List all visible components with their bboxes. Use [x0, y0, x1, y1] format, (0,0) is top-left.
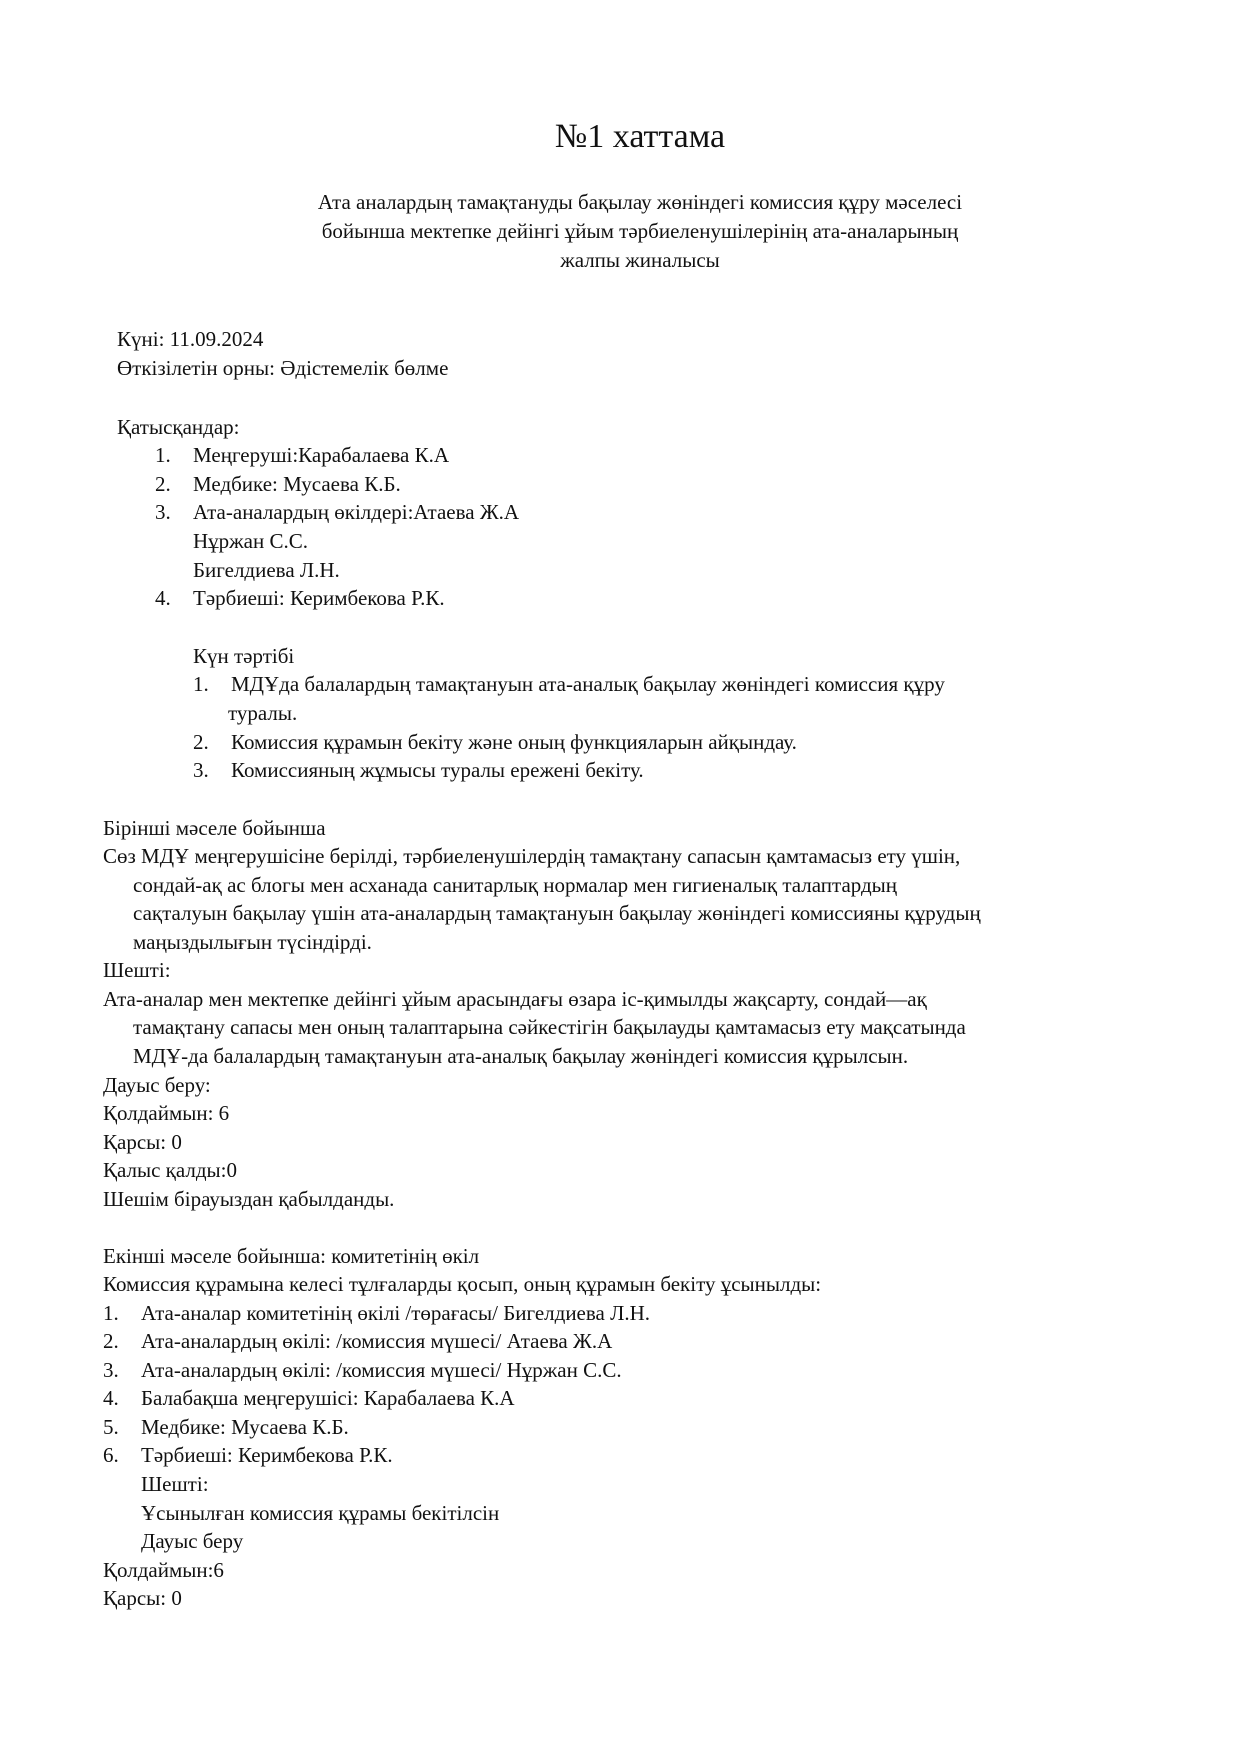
document-title: №1 хаттама — [554, 118, 726, 155]
participant-item — [155, 527, 308, 556]
agenda-text: туралы. — [228, 701, 298, 725]
participant-item — [155, 470, 401, 499]
issue2-vote-label: Дауыс беру — [141, 1529, 244, 1553]
member-text: Ата-аналардың өкілі: /комиссия мүшесі/ Нұржан С.С. — [141, 1358, 622, 1382]
issue2-member — [103, 1384, 515, 1413]
meeting-date: Күні: 11.09.2024 — [117, 327, 264, 351]
subtitle-line: жалпы жиналысы — [560, 248, 720, 272]
issue2-member — [103, 1413, 349, 1442]
issue1-speech-line: маңыздылығын түсіндірді. — [133, 930, 372, 954]
member-text: Медбике: Мусаева К.Б. — [141, 1415, 349, 1439]
participant-item — [155, 584, 445, 613]
issue1-heading: Бірінші мәселе бойынша — [103, 816, 326, 840]
issue2-vote-against: Қарсы: 0 — [103, 1586, 182, 1610]
participant-item — [155, 498, 519, 527]
issue1-decision-line: МДҰ-да балалардың тамақтануын ата-аналық бақылау жөніндегі комиссия құрылсын. — [133, 1044, 909, 1068]
issue2-member — [103, 1299, 650, 1328]
participant-text: Тәрбиеші: Керимбекова Р.К. — [193, 586, 445, 610]
meeting-place: Өткізілетін орны: Әдістемелік бөлме — [117, 356, 449, 380]
member-number: 2. — [103, 1329, 119, 1353]
participants-heading: Қатысқандар: — [117, 415, 240, 439]
participant-text: Меңгеруші:Карабалаева К.А — [193, 443, 449, 467]
issue1-speech-line: Сөз МДҰ меңгерушісіне берілді, тәрбиеленушілердің тамақтану сапасын қамтамасыз ету үшін, — [103, 844, 961, 868]
participant-item — [155, 441, 449, 470]
issue2-member — [103, 1441, 393, 1470]
agenda-heading: Күн тәртібі — [193, 644, 295, 668]
subtitle-line: бойынша мектепке дейінгі ұйым тәрбиеленушілерінің ата-аналарының — [321, 219, 959, 243]
participant-number: 4. — [155, 586, 171, 610]
participant-item — [155, 556, 340, 585]
member-text: Ата-аналар комитетінің өкілі /төрағасы/ Бигелдиева Л.Н. — [141, 1301, 650, 1325]
member-number: 1. — [103, 1301, 119, 1325]
member-text: Балабақша меңгерушісі: Карабалаева К.А — [141, 1386, 515, 1410]
agenda-item — [193, 699, 297, 728]
agenda-item — [193, 728, 797, 757]
agenda-item — [193, 670, 945, 699]
member-number: 3. — [103, 1358, 119, 1382]
member-number: 5. — [103, 1415, 119, 1439]
issue1-vote-abstained: Қалыс қалды:0 — [103, 1158, 237, 1182]
participant-number: 3. — [155, 500, 171, 524]
participant-number: 2. — [155, 472, 171, 496]
participant-text: Медбике: Мусаева К.Б. — [193, 472, 401, 496]
issue1-vote-against: Қарсы: 0 — [103, 1130, 182, 1154]
issue2-member — [103, 1356, 622, 1385]
member-number: 4. — [103, 1386, 119, 1410]
participant-number: 1. — [155, 443, 171, 467]
issue1-decision-line: Ата-аналар мен мектепке дейінгі ұйым арасындағы өзара іс-қимылды жақсарту, сондай—ақ — [103, 987, 927, 1011]
issue2-decided-label: Шешті: — [141, 1472, 209, 1496]
member-number: 6. — [103, 1443, 119, 1467]
document-subtitle — [0, 188, 1240, 275]
agenda-text: Комиссияның жұмысы туралы ережені бекіту. — [231, 758, 644, 782]
participant-text: Ата-аналардың өкілдері:Атаева Ж.А — [193, 500, 520, 524]
agenda-text: МДҰда балалардың тамақтануын ата-аналық бақылау жөніндегі комиссия құру — [231, 672, 945, 696]
issue2-member — [103, 1327, 612, 1356]
member-text: Тәрбиеші: Керимбекова Р.К. — [141, 1443, 393, 1467]
issue1-decision-line: тамақтану сапасы мен оның талаптарына сәйкестігін бақылауды қамтамасыз ету мақсатында — [133, 1015, 966, 1039]
issue2-decision: Ұсынылған комиссия құрамы бекітілсін — [141, 1501, 500, 1525]
agenda-number: 1. — [193, 672, 209, 696]
issue1-result: Шешім бірауыздан қабылданды. — [103, 1187, 395, 1211]
agenda-item — [193, 756, 644, 785]
participant-text: Нұржан С.С. — [193, 529, 308, 553]
issue2-vote-for: Қолдаймын:6 — [103, 1558, 224, 1582]
issue2-heading: Екінші мәселе бойынша: комитетінің өкіл — [103, 1244, 480, 1268]
issue1-decided-label: Шешті: — [103, 958, 171, 982]
issue2-intro: Комиссия құрамына келесі тұлғаларды қосып, оның құрамын бекіту ұсынылды: — [103, 1272, 822, 1296]
member-text: Ата-аналардың өкілі: /комиссия мүшесі/ Атаева Ж.А — [141, 1329, 613, 1353]
participant-text: Бигелдиева Л.Н. — [193, 558, 340, 582]
issue1-speech-line: сақталуын бақылау үшін ата-аналардың тамақтануын бақылау жөніндегі комиссияны құрудың — [133, 901, 981, 925]
issue1-vote-label: Дауыс беру: — [103, 1073, 211, 1097]
issue1-speech-line: сондай-ақ ас блогы мен асханада санитарлық нормалар мен гигиеналық талаптардың — [133, 873, 898, 897]
agenda-text: Комиссия құрамын бекіту және оның функцияларын айқындау. — [231, 730, 797, 754]
subtitle-line: Ата аналардың тамақтануды бақылау жөніндегі комиссия құру мәселесі — [317, 190, 963, 214]
agenda-number: 3. — [193, 758, 209, 782]
issue1-vote-for: Қолдаймын: 6 — [103, 1101, 230, 1125]
agenda-number: 2. — [193, 730, 209, 754]
